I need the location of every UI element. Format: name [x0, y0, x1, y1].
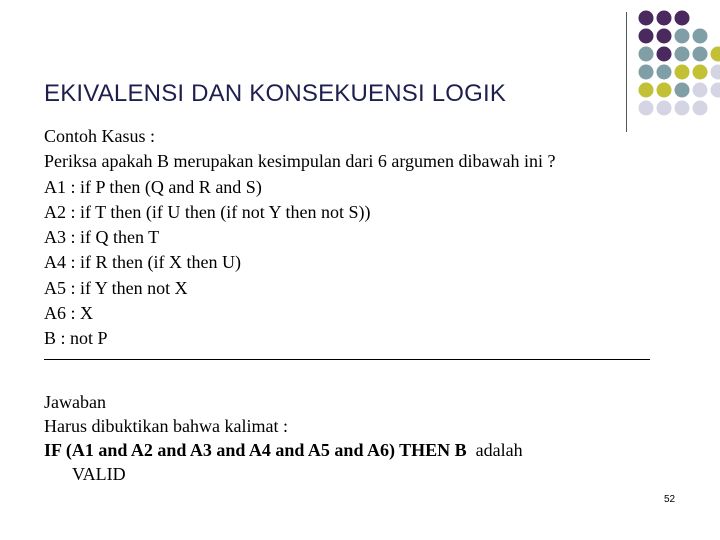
- case-text: [44, 124, 556, 352]
- decorative-dot: [657, 47, 672, 62]
- answer-statement: [44, 438, 523, 462]
- argument-a2: A2 : if T then (if U then (if not Y then not S)): [44, 201, 371, 222]
- decorative-dot: [675, 65, 690, 80]
- decorative-dot: [675, 83, 690, 98]
- answer-block: [44, 390, 523, 486]
- decorative-dot: [675, 101, 690, 116]
- argument-a1: A1 : if P then (Q and R and S): [44, 176, 262, 197]
- case-heading: Contoh Kasus :: [44, 126, 156, 146]
- conclusion-b: B : not P: [44, 328, 108, 349]
- decorative-dot: [639, 29, 654, 44]
- argument-a3: A3 : if Q then T: [44, 227, 160, 248]
- decorative-dot: [657, 101, 672, 116]
- argument-a4: A4 : if R then (if X then U): [44, 252, 241, 273]
- answer-intro: Harus dibuktikan bahwa kalimat :: [44, 416, 288, 436]
- decorative-dot: [639, 101, 654, 116]
- answer-valid: VALID: [72, 464, 126, 484]
- decorative-dot: [657, 11, 672, 26]
- argument-a5: A5 : if Y then not X: [44, 277, 188, 298]
- decorative-dot-grid: [0, 0, 720, 140]
- decorative-dot: [639, 11, 654, 26]
- case-question: Periksa apakah B merupakan kesimpulan dari 6 argumen dibawah ini ?: [44, 151, 556, 172]
- decorative-dot: [657, 65, 672, 80]
- page-number: 52: [664, 494, 676, 505]
- decorative-dot: [711, 83, 720, 98]
- decorative-dot: [639, 47, 654, 62]
- decorative-dot: [639, 65, 654, 80]
- decorative-dot: [657, 29, 672, 44]
- decorative-dot: [675, 29, 690, 44]
- decorative-dot: [693, 101, 708, 116]
- decorative-dot: [693, 83, 708, 98]
- decorative-dot: [657, 83, 672, 98]
- conclusion-rule: [44, 359, 650, 360]
- decorative-dot: [675, 47, 690, 62]
- decorative-dot: [711, 65, 720, 80]
- decorative-dot: [693, 47, 708, 62]
- answer-bold-statement: IF (A1 and A2 and A3 and A4 and A5 and A6) THEN B: [44, 440, 467, 460]
- decorative-dot: [639, 83, 654, 98]
- decorative-dot: [711, 47, 720, 62]
- argument-a6: A6 : X: [44, 303, 93, 324]
- answer-rest: adalah: [466, 440, 523, 460]
- answer-heading: Jawaban: [44, 392, 106, 412]
- slide-title: EKIVALENSI DAN KONSEKUENSI LOGIK: [44, 80, 507, 107]
- decorative-dot: [675, 11, 690, 26]
- decorative-dot: [693, 29, 708, 44]
- decorative-dot: [693, 65, 708, 80]
